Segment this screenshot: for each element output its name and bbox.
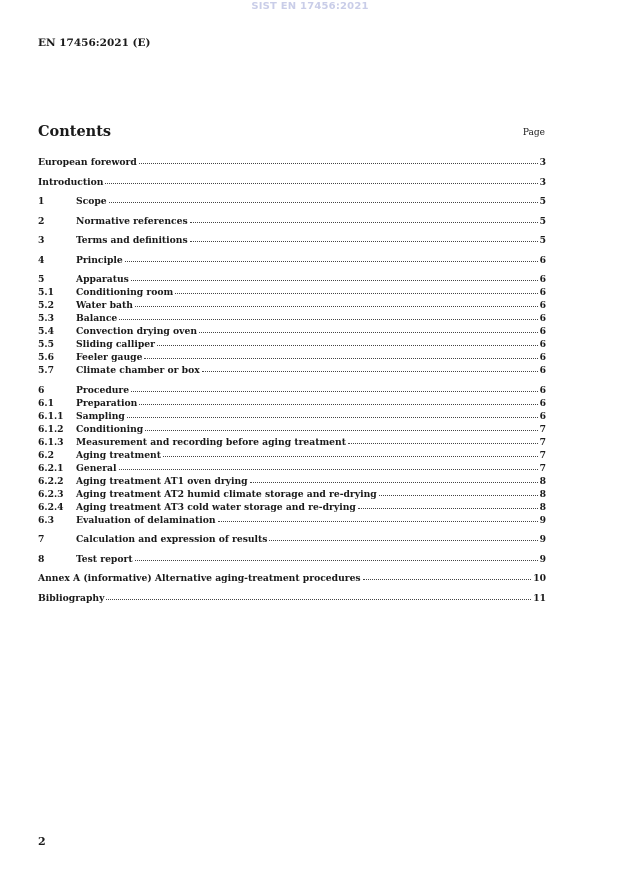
toc-entry-number: 6.2 xyxy=(38,449,54,461)
toc-entry-page: 9 xyxy=(539,553,546,565)
toc-entry-title: Aging treatment AT3 cold water storage and re-drying xyxy=(76,501,356,513)
toc-entry-number: 3 xyxy=(38,235,45,246)
toc-entry-title: Conditioning room xyxy=(76,287,174,298)
toc-entry-number: 1 xyxy=(38,196,45,207)
toc-entry-number: 4 xyxy=(38,254,45,266)
toc-dot-leader xyxy=(106,591,531,600)
toc-dot-leader xyxy=(119,461,538,470)
toc-entry-page: 8 xyxy=(539,501,546,513)
toc-entry-page: 5 xyxy=(539,215,546,227)
toc-entry-title: Convection drying oven xyxy=(76,326,198,337)
toc-entry-page: 6 xyxy=(539,254,546,266)
toc-entry-page: 10 xyxy=(533,573,546,584)
toc-entry-title: Conditioning xyxy=(76,423,144,435)
toc-entry-page: 6 xyxy=(539,326,546,337)
toc-entry[interactable] xyxy=(38,156,546,169)
toc-entry-page: 7 xyxy=(539,436,546,448)
toc-entry-number: 7 xyxy=(38,534,45,545)
toc-dot-leader xyxy=(379,487,538,496)
toc-entry-number: 5 xyxy=(38,274,45,285)
toc-dot-leader xyxy=(218,513,538,522)
toc-dot-leader xyxy=(202,363,538,372)
toc-dot-leader xyxy=(190,214,538,223)
toc-entry-title: Test report xyxy=(76,553,133,565)
toc-entry-title: Apparatus xyxy=(76,274,129,285)
toc-entry-page: 5 xyxy=(539,235,546,246)
toc-dot-leader xyxy=(127,409,538,418)
toc-entry[interactable] xyxy=(38,176,546,189)
toc-entry-title: Sliding calliper xyxy=(76,339,155,350)
toc-dot-leader xyxy=(135,552,538,561)
toc-entry-page: 11 xyxy=(533,592,546,604)
toc-dot-leader xyxy=(358,500,538,509)
toc-entry-page: 7 xyxy=(539,462,546,474)
toc-dot-leader xyxy=(348,435,538,444)
table-of-contents xyxy=(38,156,546,605)
toc-dot-leader xyxy=(157,337,538,346)
toc-entry-page: 6 xyxy=(539,339,546,350)
toc-entry-title: European foreword xyxy=(38,157,137,168)
document-id: EN 17456:2021 (E) xyxy=(38,37,151,49)
toc-entry[interactable] xyxy=(38,195,546,208)
toc-entry[interactable] xyxy=(38,234,546,247)
toc-entry[interactable] xyxy=(38,592,546,605)
toc-dot-leader xyxy=(125,253,538,262)
footer-page-number: 2 xyxy=(38,835,46,848)
toc-entry[interactable] xyxy=(38,514,546,527)
toc-entry-page: 5 xyxy=(539,196,546,207)
toc-dot-leader xyxy=(199,324,538,333)
toc-entry-page: 3 xyxy=(539,157,546,168)
toc-entry-page: 6 xyxy=(539,274,546,285)
toc-dot-leader xyxy=(144,350,537,359)
toc-entry-number: 5.2 xyxy=(38,300,54,311)
toc-entry-number: 5.3 xyxy=(38,313,54,324)
toc-entry-title: Bibliography xyxy=(38,592,105,604)
toc-entry[interactable] xyxy=(38,364,546,377)
toc-entry-title: Normative references xyxy=(76,215,188,227)
toc-entry-number: 6 xyxy=(38,384,45,396)
toc-entry-title: Sampling xyxy=(76,410,125,422)
toc-entry-title: Calculation and expression of results xyxy=(76,534,268,545)
toc-entry-page: 6 xyxy=(539,384,546,396)
toc-entry-page: 3 xyxy=(539,176,546,188)
toc-entry-page: 6 xyxy=(539,410,546,422)
toc-dot-leader xyxy=(131,272,538,281)
toc-entry-page: 6 xyxy=(539,313,546,324)
toc-entry-title: Water bath xyxy=(76,300,133,311)
toc-dot-leader xyxy=(190,233,538,242)
watermark: SIST EN 17456:2021 xyxy=(251,1,369,12)
toc-entry[interactable] xyxy=(38,572,546,585)
toc-entry-title: Annex A (informative) Alternative aging-treatment procedures xyxy=(38,573,361,584)
toc-entry-number: 6.3 xyxy=(38,514,54,526)
toc-entry-title: Aging treatment xyxy=(76,449,161,461)
toc-entry-title: Evaluation of delamination xyxy=(76,514,216,526)
toc-entry-title: Balance xyxy=(76,313,118,324)
toc-dot-leader xyxy=(139,396,537,405)
toc-entry-number: 6.1.3 xyxy=(38,436,64,448)
toc-dot-leader xyxy=(269,532,537,541)
toc-dot-leader xyxy=(131,383,537,392)
contents-heading: Contents xyxy=(38,123,112,140)
toc-dot-leader xyxy=(145,422,537,431)
toc-dot-leader xyxy=(139,155,538,164)
toc-entry-number: 6.2.3 xyxy=(38,488,64,500)
toc-entry-page: 6 xyxy=(539,397,546,409)
toc-entry-title: Principle xyxy=(76,254,123,266)
toc-entry-number: 5.1 xyxy=(38,287,54,298)
toc-entry-title: Measurement and recording before aging treatment xyxy=(76,436,346,448)
toc-dot-leader xyxy=(109,194,538,203)
toc-entry-title: Aging treatment AT1 oven drying xyxy=(76,475,248,487)
toc-entry-page: 8 xyxy=(539,475,546,487)
toc-entry-number: 6.1.1 xyxy=(38,410,64,422)
toc-entry-title: Preparation xyxy=(76,397,138,409)
toc-entry[interactable] xyxy=(38,533,546,546)
toc-entry-title: General xyxy=(76,462,117,474)
toc-entry-page: 9 xyxy=(539,514,546,526)
toc-entry-number: 5.6 xyxy=(38,352,54,363)
toc-dot-leader xyxy=(163,448,538,457)
toc-entry-page: 6 xyxy=(539,287,546,298)
toc-dot-leader xyxy=(250,474,538,483)
toc-dot-leader xyxy=(175,285,537,294)
toc-entry-title: Terms and definitions xyxy=(76,235,188,246)
toc-entry[interactable] xyxy=(38,553,546,566)
toc-entry-number: 6.2.1 xyxy=(38,462,64,474)
toc-entry-number: 6.1.2 xyxy=(38,423,64,435)
toc-dot-leader xyxy=(135,298,538,307)
toc-entry[interactable] xyxy=(38,215,546,228)
toc-entry-number: 5.4 xyxy=(38,326,54,337)
toc-entry-title: Introduction xyxy=(38,176,104,188)
toc-entry-number: 6.2.2 xyxy=(38,475,64,487)
toc-entry-number: 6.2.4 xyxy=(38,501,64,513)
toc-entry-page: 8 xyxy=(539,488,546,500)
toc-entry-title: Scope xyxy=(76,196,107,207)
toc-entry-number: 6.1 xyxy=(38,397,54,409)
toc-entry-title: Aging treatment AT2 humid climate storage and re-drying xyxy=(76,488,377,500)
toc-entry-number: 5.5 xyxy=(38,339,54,350)
toc-entry-title: Climate chamber or box xyxy=(76,365,200,376)
toc-entry-page: 6 xyxy=(539,352,546,363)
toc-entry-page: 7 xyxy=(539,449,546,461)
toc-entry-page: 7 xyxy=(539,423,546,435)
toc-entry-page: 6 xyxy=(539,365,546,376)
toc-entry-page: 9 xyxy=(539,534,546,545)
toc-dot-leader xyxy=(119,311,537,320)
toc-dot-leader xyxy=(105,175,537,184)
toc-entry-title: Procedure xyxy=(76,384,130,396)
toc-dot-leader xyxy=(363,571,532,580)
toc-entry-title: Feeler gauge xyxy=(76,352,143,363)
toc-entry[interactable] xyxy=(38,254,546,267)
toc-entry-number: 2 xyxy=(38,215,45,227)
toc-entry-number: 5.7 xyxy=(38,365,54,376)
toc-entry-page: 6 xyxy=(539,300,546,311)
page-column-label: Page xyxy=(522,128,545,138)
toc-entry-number: 8 xyxy=(38,553,45,565)
